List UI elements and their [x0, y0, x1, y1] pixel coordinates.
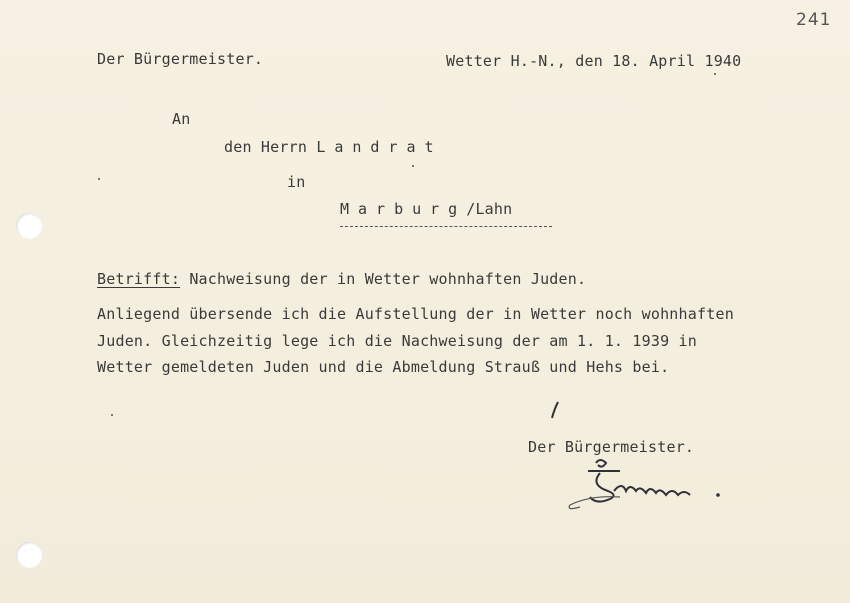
- pen-mark: [548, 400, 562, 420]
- paper-speck: [111, 414, 113, 416]
- subject-line: [97, 270, 586, 288]
- paper-speck: [412, 165, 414, 167]
- recipient-title: Landrat: [316, 138, 443, 156]
- handwritten-signature: [560, 455, 730, 525]
- subject-text: Nachweisung der in Wetter wohnhaften Juden.: [189, 270, 587, 288]
- recipient-title-line: [224, 138, 443, 156]
- city-underline: [340, 226, 552, 227]
- subject-label: Betrifft:: [97, 270, 181, 288]
- paper-speck: [98, 178, 100, 180]
- recipient-in: in: [287, 173, 306, 191]
- recipient-city-line: [340, 200, 512, 218]
- punch-hole-top: [16, 213, 42, 239]
- recipient-prefix: den Herrn: [224, 138, 308, 156]
- body-line-2: Juden. Gleichzeitig lege ich die Nachweisung der am 1. 1. 1939 in: [97, 332, 697, 350]
- recipient-city-suffix: /Lahn: [466, 200, 513, 218]
- punch-hole-bottom: [16, 542, 42, 568]
- sender-line: Der Bürgermeister.: [97, 50, 264, 68]
- recipient-an: An: [172, 110, 191, 128]
- closing-line: Der Bürgermeister.: [528, 438, 695, 456]
- recipient-city: Marburg: [340, 200, 467, 218]
- paper-speck: [714, 73, 716, 75]
- archive-number: 241: [796, 10, 832, 30]
- place-date-line: Wetter H.-N., den 18. April 1940: [446, 52, 742, 70]
- body-line-3: Wetter gemeldeten Juden und die Abmeldung Strauß und Hehs bei.: [97, 358, 670, 376]
- body-line-1: Anliegend übersende ich die Aufstellung der in Wetter noch wohnhaften: [97, 305, 734, 323]
